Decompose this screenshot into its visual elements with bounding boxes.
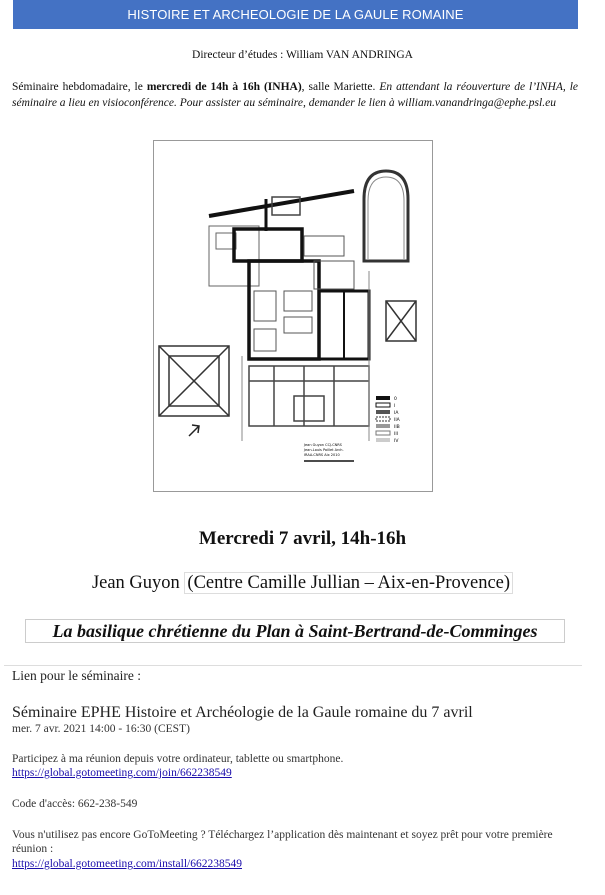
- intro-schedule: mercredi de 14h à 16h (INHA): [146, 81, 302, 93]
- install-link-wrap: [12, 858, 242, 872]
- legend-label-1: I: [394, 404, 396, 409]
- plan-legend: [376, 396, 401, 444]
- session-date: Mercredi 7 avril, 14h-16h: [198, 528, 407, 549]
- legend-label-4: IIB: [394, 425, 400, 430]
- link-heading: Lien pour le séminaire :: [12, 668, 141, 683]
- speaker-name: Jean Guyon: [91, 573, 185, 593]
- intro-text-1: Séminaire hebdomadaire, le: [12, 81, 147, 93]
- legend-label-0: 0: [394, 397, 397, 402]
- legend-label-2: IA: [394, 411, 399, 416]
- divider: [4, 665, 582, 666]
- svg-text:IRAA-CNRS Aix 2010: IRAA-CNRS Aix 2010: [304, 453, 340, 457]
- legend-label-3: IIA: [394, 418, 400, 423]
- join-link[interactable]: https://global.gotomeeting.com/join/662238549: [12, 767, 232, 779]
- install-instructions: Vous n'utilisez pas encore GoToMeeting ? Téléchargez l’application dès maintenant et soyez prêt pour votre première réunion :: [12, 829, 553, 855]
- speaker-affiliation: (Centre Camille Jullian – Aix-en-Provence): [184, 572, 513, 594]
- intro-paragraph: [12, 80, 578, 111]
- director-line: Directeur d’études : William VAN ANDRINGA: [192, 49, 413, 61]
- session-title: La basilique chrétienne du Plan à Saint-Bertrand-de-Comminges: [25, 619, 565, 643]
- legend-label-6: IV: [394, 439, 399, 444]
- meeting-time: mer. 7 avr. 2021 14:00 - 16:30 (CEST): [12, 723, 190, 735]
- svg-text:Jean Guyon CCJ-CNRS: Jean Guyon CCJ-CNRS: [304, 443, 342, 447]
- archaeological-plan-figure: [153, 140, 433, 492]
- site-plan-drawing: [154, 141, 432, 491]
- header-banner: HISTOIRE ET ARCHEOLOGIE DE LA GAULE ROMAINE: [13, 0, 578, 29]
- north-arrow-icon: [189, 425, 199, 436]
- plan-credit: [303, 443, 344, 457]
- join-link-wrap: [12, 767, 232, 781]
- legend-label-5: III: [394, 432, 398, 437]
- svg-text:Jean-Louis Paillet Arch.: Jean-Louis Paillet Arch.: [304, 448, 344, 452]
- meeting-title: Séminaire EPHE Histoire et Archéologie de la Gaule romaine du 7 avril: [12, 704, 473, 721]
- install-link[interactable]: https://global.gotomeeting.com/install/662238549: [12, 858, 242, 870]
- join-instructions: Participez à ma réunion depuis votre ordinateur, tablette ou smartphone.: [12, 753, 344, 765]
- intro-note: En attendant la réouverture de l’INHA, le séminaire a lieu en visioconférence. Pour assister au séminaire, demander le lien à william.vanandringa@ephe.psl.eu: [12, 81, 579, 109]
- access-code: Code d'accès: 662-238-549: [12, 798, 138, 810]
- session-speaker: [0, 573, 605, 594]
- intro-text-2: , salle Mariette.: [301, 81, 380, 93]
